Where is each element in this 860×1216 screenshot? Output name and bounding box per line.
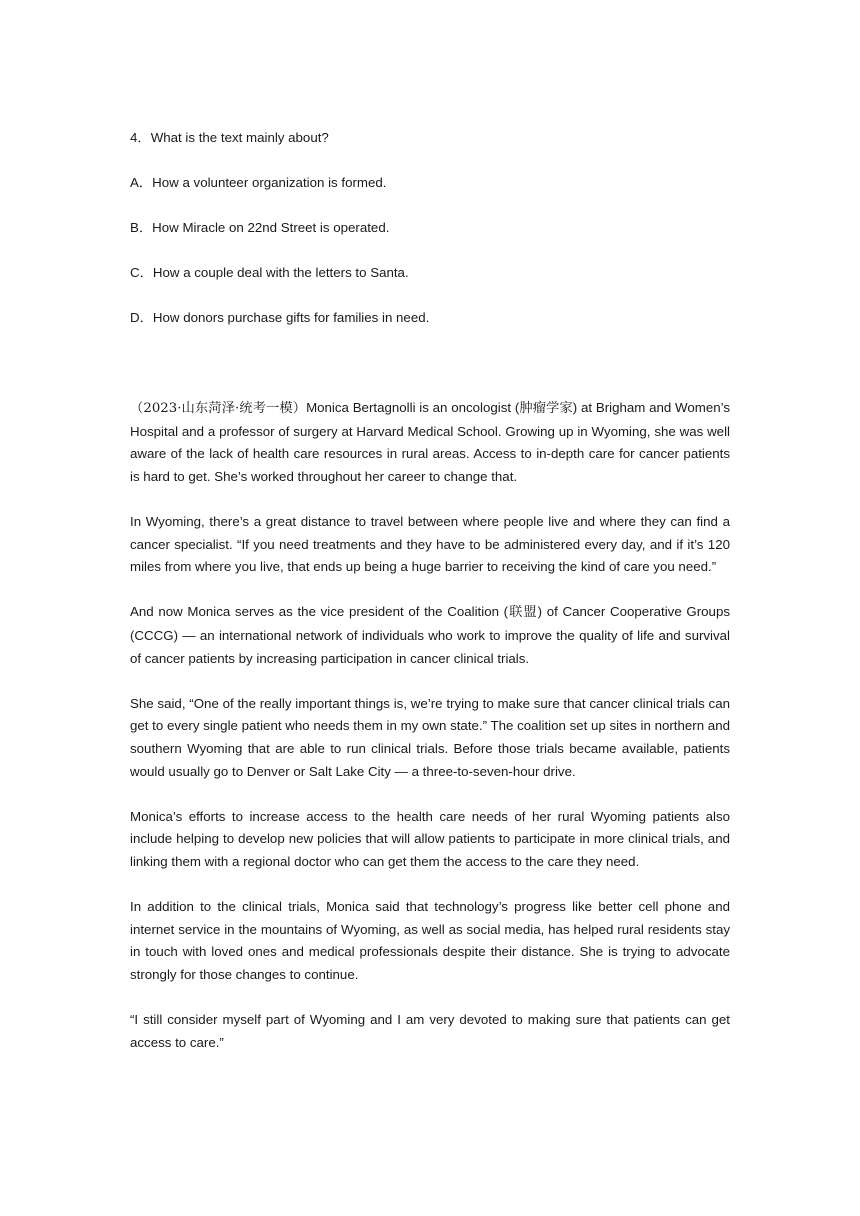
question-block xyxy=(130,127,730,352)
source-tag: （2023·山东菏泽·统考一模） xyxy=(130,401,307,416)
paragraph-3 xyxy=(130,601,730,670)
option-c: C．How a couple deal with the letters to Santa. xyxy=(130,265,409,280)
paragraph-3-gloss: 联盟 xyxy=(508,605,538,621)
reading-passage xyxy=(130,397,730,1077)
paragraph-6: In addition to the clinical trials, Monica said that technology’s progress like better cell phone and internet service in the mountains of Wyoming, as well as social media, has helped rural residents stay in touch with loved ones and medical professionals despite their distance. She is trying to advocate strongly for those changes to continue. xyxy=(130,899,730,982)
paragraph-5: Monica’s efforts to increase access to the health care needs of her rural Wyoming patients also include helping to develop new policies that will allow patients to participate in more clinical trials, and linking them with a regional doctor who can get them the access to the care they need. xyxy=(130,808,730,869)
paragraph-7: “I still consider myself part of Wyoming and I am very devoted to making sure that patients can get access to care.” xyxy=(130,1012,730,1050)
question-stem: 4．What is the text mainly about? xyxy=(130,130,329,145)
paragraph-4: She said, “One of the really important things is, we’re trying to make sure that cancer clinical trials can get to every single patient who needs them in my own state.” The coalition set up sites in northern and southern Wyoming that are able to run clinical trials. Before those trials became available, patients would usually go to Denver or Salt Lake City — a three-to-seven-hour drive. xyxy=(130,695,730,779)
option-d: D．How donors purchase gifts for families in need. xyxy=(130,310,430,325)
paragraph-1-text-b: ) at Brigham and Women’s Hospital and a professor of surgery at Harvard Medical School. Growing up in Wyoming, she was well aware of the lack of health care resources in rural areas. Access to in-depth care for cancer patients is hard to get. She’s worked throughout her career to change that. xyxy=(130,400,730,484)
paragraph-1 xyxy=(130,397,730,488)
paragraph-2: In Wyoming, there’s a great distance to travel between where people live and where they can find a cancer specialist. “If you need treatments and they have to be administered every day, and if it’s 120 miles from where you live, that ends up being a huge barrier to receiving the kind of care you need.” xyxy=(130,513,730,575)
paragraph-1-gloss: 肿瘤学家 xyxy=(519,401,573,416)
paragraph-3-text-b: ) of Cancer Cooperative Groups (CCCG) — an international network of individuals who work to improve the quality of life and survival of cancer patients by increasing participation in cancer clinical trials. xyxy=(130,604,730,666)
paragraph-3-text-a: And now Monica serves as the vice president of the Coalition ( xyxy=(130,604,509,620)
option-a: A．How a volunteer organization is formed. xyxy=(130,175,387,190)
paragraph-1-text-a: Monica Bertagnolli is an oncologist ( xyxy=(306,400,520,415)
option-b: B．How Miracle on 22nd Street is operated. xyxy=(130,220,390,235)
